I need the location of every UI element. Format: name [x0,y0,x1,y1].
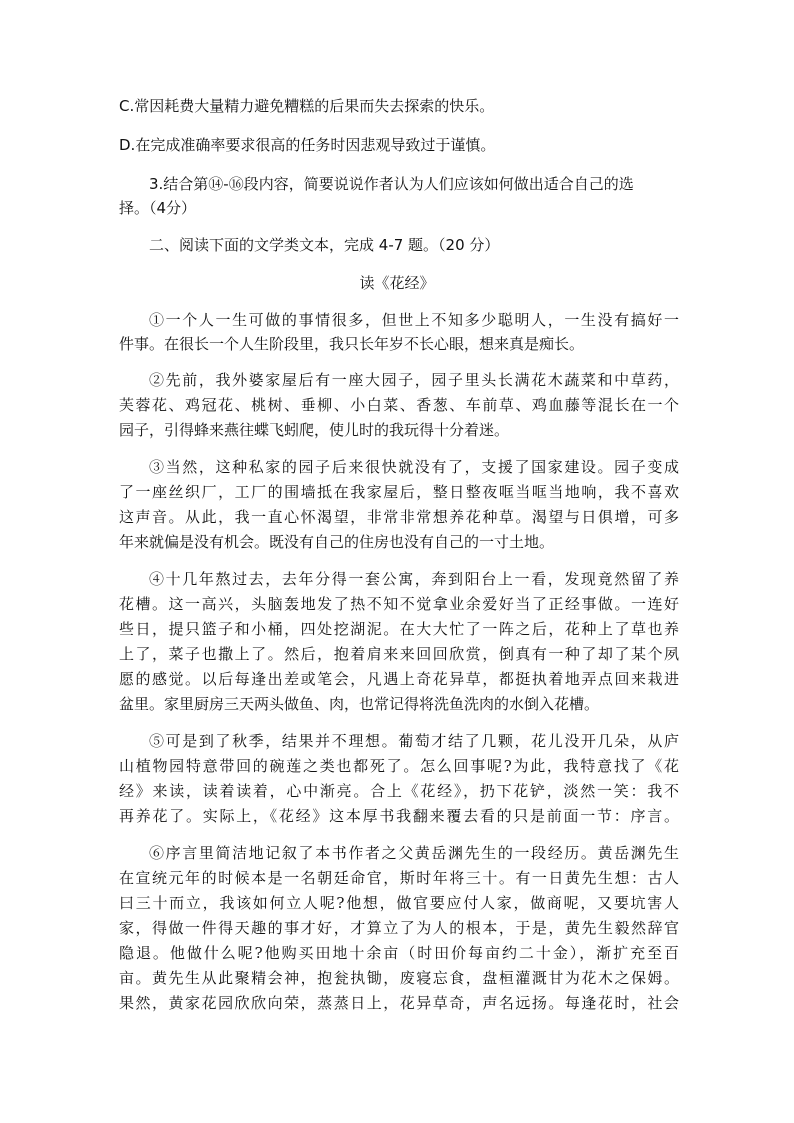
paragraph-4-line-2: 花槽。这一高兴，头脑轰地发了热不知不觉拿业余爱好当了正经事做。一连好 [119,595,679,613]
question-3-line-1: 3.结合第⑭-⑯段内容，简要说说作者认为人们应该如何做出适合自己的选 [149,175,634,193]
paragraph-3-line-1: ③当然，这种私家的园子后来很快就没有了，支援了国家建设。园子变成 [149,458,679,476]
paragraph-6-line-3: 曰三十而立，我该如何立人呢?他想，做官要应付人家，做商呢，又要坑害人 [119,894,679,912]
paragraph-2-line-1: ②先前，我外婆家屋后有一座大园子，园子里头长满花木蔬菜和中草药， [149,371,679,389]
paragraph-3-line-3: 这声音。从此，我一直心怀渴望，非常非常想养花种草。渴望与日俱增，可多 [119,508,679,526]
article-title: 读《花经》 [359,274,435,292]
paragraph-6-line-4: 家，得做一件得天趣的事才好，才算立了为人的根本，于是，黄先生毅然辞官 [119,919,679,937]
paragraph-5-line-2: 山植物园特意带回的碗莲之类也都死了。怎么回事呢?为此，我特意找了《花 [119,757,679,775]
option-d: D.在完成准确率要求很高的任务时因悲观导致过于谨慎。 [119,136,496,154]
paragraph-6-line-2: 在宣统元年的时候本是一名朝廷命官，斯时年将三十。有一日黄先生想：古人 [119,869,679,887]
paragraph-1-line-2: 件事。在很长一个人生阶段里，我只长年岁不长心眼，想来真是痴长。 [119,335,585,353]
paragraph-5-line-4: 再养花了。实际上，《花经》这本厚书我翻来覆去看的只是前面一节：序言。 [119,807,679,825]
paragraph-4-line-6: 盆里。家里厨房三天两头做鱼、肉，也常记得将洗鱼洗肉的水倒入花槽。 [119,695,600,713]
paragraph-4-line-4: 上了，菜子也撒上了。然后，抱着肩来来回回欣赏，倒真有一种了却了某个夙 [119,645,679,663]
question-3-line-2: 择。（4分） [119,199,197,217]
paragraph-5-line-3: 经》来读，读着读着，心中渐亮。合上《花经》，扔下花铲，淡然一笑：我不 [119,782,679,800]
paragraph-6-line-7: 果然，黄家花园欣欣向荣，蒸蒸日上，花异草奇，声名远扬。每逢花时，社会 [119,994,679,1012]
option-c: C.常因耗费大量精力避免糟糕的后果而失去探索的快乐。 [119,97,495,115]
paragraph-2-line-2: 芙蓉花、鸡冠花、桃树、垂柳、小白菜、香葱、车前草、鸡血藤等混长在一个 [119,396,679,414]
paragraph-3-line-2: 了一座丝织厂，工厂的围墙抵在我家屋后，整日整夜哐当哐当地响，我不喜欢 [119,483,679,501]
section-2-heading: 二、阅读下面的文学类文本，完成 4-7 题。（20 分） [149,236,500,254]
paragraph-6-line-6: 亩。黄先生从此聚精会神，抱瓮执锄，废寝忘食，盘桓灌溉甘为花木之保姆。 [119,969,679,987]
paragraph-4-line-1: ④十几年熬过去，去年分得一套公寓，奔到阳台上一看，发现竟然留了养 [149,570,679,588]
paragraph-3-line-4: 年来就偏是没有机会。既没有自己的住房也没有自己的一寸土地。 [119,533,555,551]
paragraph-5-line-1: ⑤可是到了秋季，结果并不理想。葡萄才结了几颗，花儿没开几朵，从庐 [149,732,679,750]
paragraph-6-line-1: ⑥序言里简洁地记叙了本书作者之父黄岳渊先生的一段经历。黄岳渊先生 [149,844,679,862]
paragraph-6-line-5: 隐退。他做什么呢?他购买田地十余亩（时田价每亩约二十金），渐扩充至百 [119,944,679,962]
paragraph-4-line-3: 些日，提只篮子和小桶，四处挖湖泥。在大大忙了一阵之后，花种上了草也养 [119,620,679,638]
paragraph-1-line-1: ①一个人一生可做的事情很多，但世上不知多少聪明人，一生没有搞好一 [149,311,679,329]
paragraph-2-line-3: 园子，引得蜂来燕往蝶飞蚓爬，使儿时的我玩得十分着迷。 [119,421,510,439]
paragraph-4-line-5: 愿的感觉。以后每逢出差或笔会，凡遇上奇花异草，都挺执着地弄点回来栽进 [119,670,679,688]
